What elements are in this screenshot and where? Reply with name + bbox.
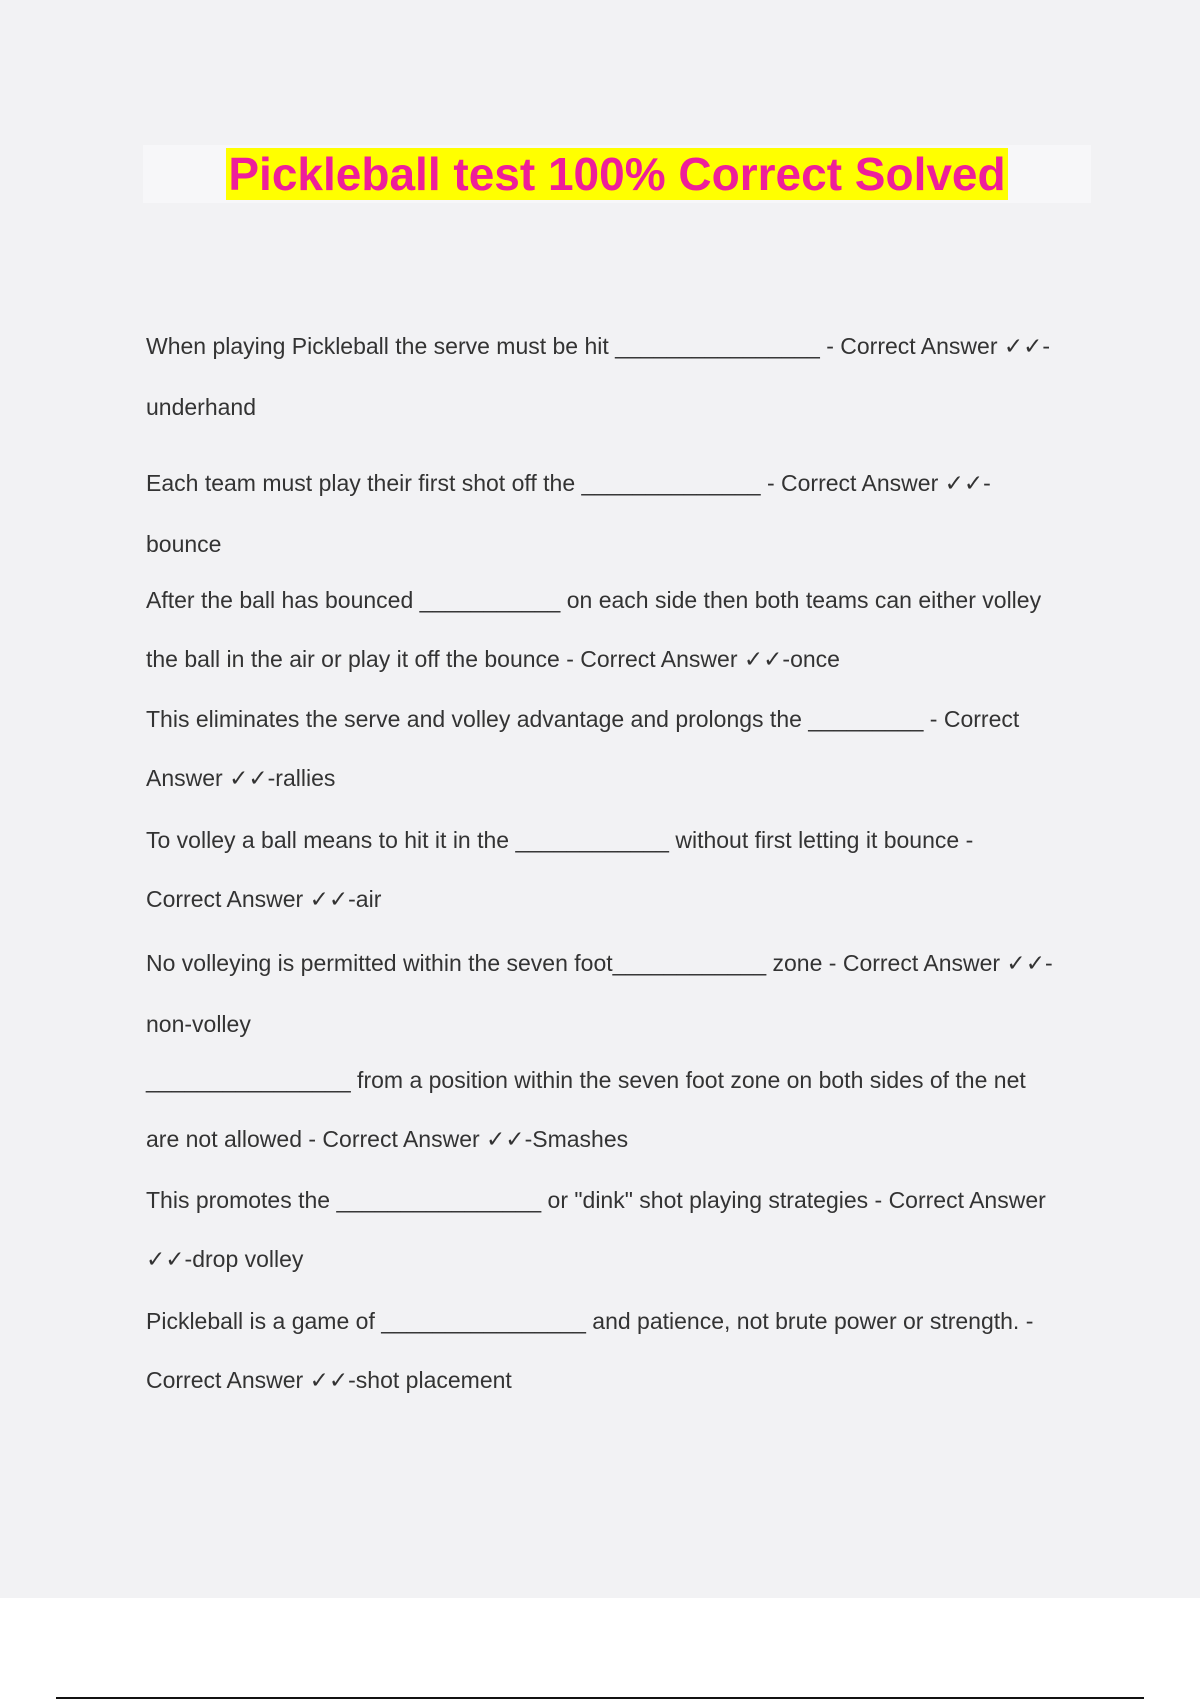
question-text: After the ball has bounced ___________ on each side then both teams can either volley [146,587,1042,613]
question-text: the ball in the air or play it off the bounce - Correct Answer ✓✓-once [146,646,840,672]
question-text: ________________ from a position within the seven foot zone on both sides of the net [146,1067,1026,1093]
question-text: non-volley [146,1011,251,1037]
question-text: bounce [146,531,222,557]
title-band [143,145,1091,203]
question-text: ✓✓-drop volley [146,1246,304,1272]
question-text: are not allowed - Correct Answer ✓✓-Smashes [146,1126,629,1152]
question-text: This promotes the ________________ or "dink" shot playing strategies - Correct Answer [146,1187,1046,1213]
question-text: To volley a ball means to hit it in the ____________ without first letting it bounce - [146,827,974,853]
question-text: No volleying is permitted within the seven foot____________ zone - Correct Answer ✓✓- [146,950,1053,976]
question-text: Correct Answer ✓✓-shot placement [146,1367,512,1393]
question-text: Answer ✓✓-rallies [146,765,336,791]
question-text: Pickleball is a game of ________________ and patience, not brute power or strength. - [146,1308,1034,1334]
question-text: Each team must play their first shot off the ______________ - Correct Answer ✓✓- [146,470,991,496]
footer-divider [56,1697,1144,1699]
question-text: underhand [146,394,256,420]
question-text: When playing Pickleball the serve must be hit ________________ - Correct Answer ✓✓- [146,333,1051,359]
question-text: Correct Answer ✓✓-air [146,886,382,912]
document-title: Pickleball test 100% Correct Solved [228,148,1006,200]
question-text: This eliminates the serve and volley advantage and prolongs the _________ - Correct [146,706,1020,732]
